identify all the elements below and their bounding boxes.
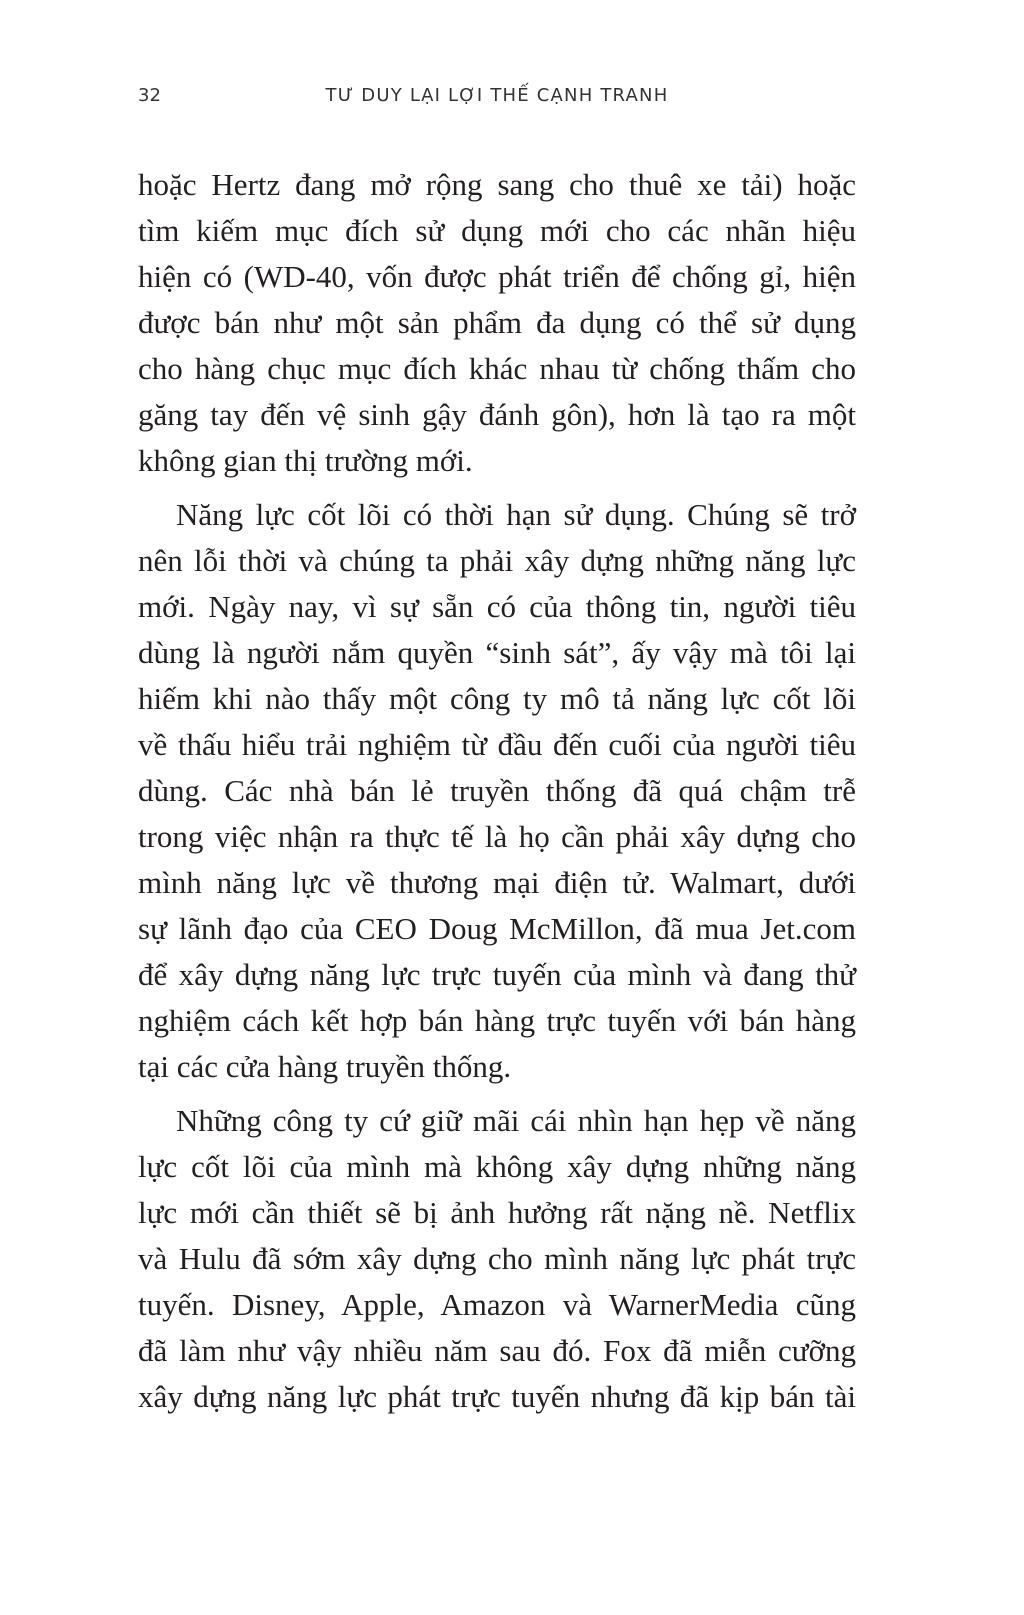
text-line: để xây dựng năng lực trực tuyến của mình và đang thử — [138, 957, 856, 992]
text-line: dùng. Các nhà bán lẻ truyền thống đã quá chậm trễ — [138, 773, 856, 808]
text-line: tuyến. Disney, Apple, Amazon và WarnerMedia cũng — [138, 1287, 856, 1322]
page-number: 32 — [138, 85, 161, 106]
text-line: xây dựng năng lực phát trực tuyến nhưng đã kịp bán tài — [138, 1379, 856, 1414]
text-line: lực cốt lõi của mình mà không xây dựng những năng — [138, 1149, 856, 1184]
text-line: hiện có (WD-40, vốn được phát triển để chống gỉ, hiện — [138, 259, 856, 294]
text-line: và Hulu đã sớm xây dựng cho mình năng lực phát trực — [138, 1241, 856, 1276]
text-line: găng tay đến vệ sinh gậy đánh gôn), hơn là tạo ra một — [138, 397, 856, 432]
text-line: tìm kiếm mục đích sử dụng mới cho các nhãn hiệu — [138, 213, 856, 248]
paragraph — [138, 492, 856, 1090]
text-line: không gian thị trường mới. — [138, 443, 473, 478]
text-line: lực mới cần thiết sẽ bị ảnh hưởng rất nặng nề. Netflix — [138, 1195, 856, 1230]
text-line: sự lãnh đạo của CEO Doug McMillon, đã mua Jet.com — [138, 911, 856, 946]
text-line: mình năng lực về thương mại điện tử. Walmart, dưới — [138, 865, 856, 900]
text-line: hiếm khi nào thấy một công ty mô tả năng lực cốt lõi — [138, 681, 856, 716]
running-title: TƯ DUY LẠI LỢI THẾ CẠNH TRANH — [325, 85, 669, 106]
paragraph — [138, 1098, 856, 1420]
text-line: cho hàng chục mục đích khác nhau từ chống thấm cho — [138, 351, 856, 386]
text-line: được bán như một sản phẩm đa dụng có thể sử dụng — [138, 305, 856, 340]
running-header — [138, 85, 856, 113]
text-line: mới. Ngày nay, vì sự sẵn có của thông tin, người tiêu — [138, 589, 856, 624]
text-line: đã làm như vậy nhiều năm sau đó. Fox đã miễn cưỡng — [138, 1333, 856, 1368]
text-line: nghiệm cách kết hợp bán hàng trực tuyến với bán hàng — [138, 1003, 856, 1038]
text-line: nên lỗi thời và chúng ta phải xây dựng những năng lực — [138, 543, 856, 578]
text-line: tại các cửa hàng truyền thống. — [138, 1049, 512, 1084]
body-text — [138, 162, 856, 1428]
text-line: hoặc Hertz đang mở rộng sang cho thuê xe tải) hoặc — [138, 167, 856, 202]
text-line: Những công ty cứ giữ mãi cái nhìn hạn hẹp về năng — [176, 1103, 856, 1138]
text-line: Năng lực cốt lõi có thời hạn sử dụng. Chúng sẽ trở — [176, 497, 856, 532]
paragraph — [138, 162, 856, 484]
text-line: dùng là người nắm quyền “sinh sát”, ấy vậy mà tôi lại — [138, 635, 856, 670]
text-line: trong việc nhận ra thực tế là họ cần phải xây dựng cho — [138, 819, 856, 854]
text-line: về thấu hiểu trải nghiệm từ đầu đến cuối của người tiêu — [138, 727, 856, 762]
